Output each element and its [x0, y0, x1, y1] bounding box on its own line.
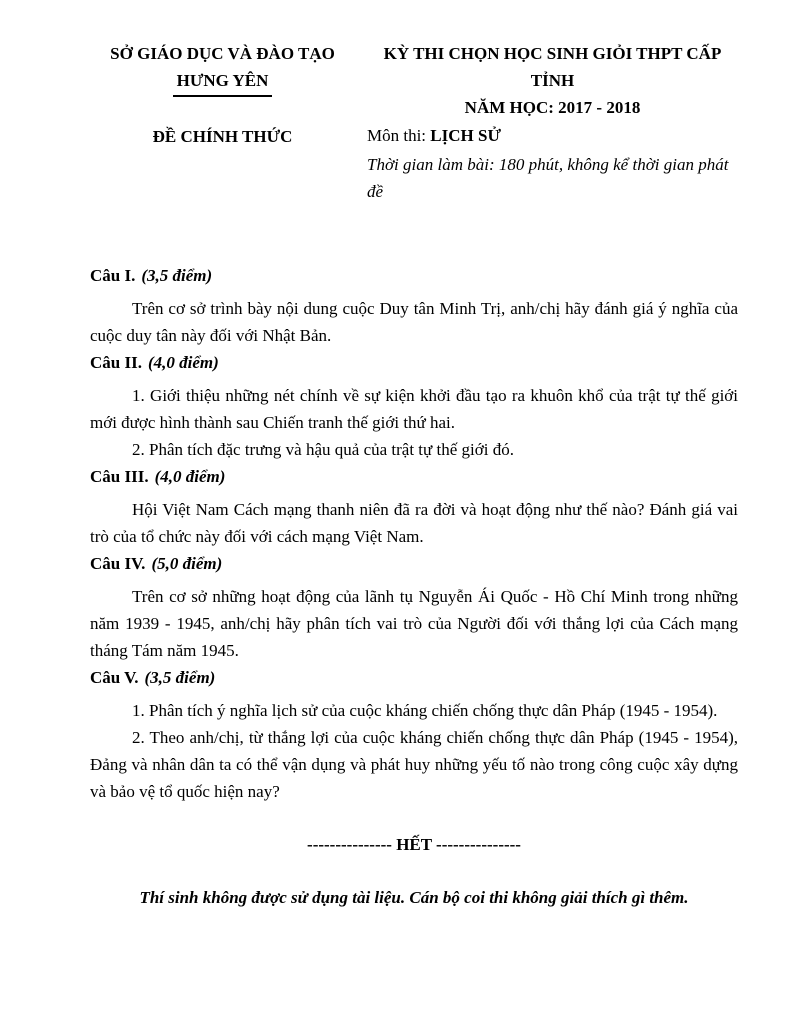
- question-3-paragraph: Hội Việt Nam Cách mạng thanh niên đã ra đời và hoạt động như thế nào? Đánh giá vai trò của tổ chức này đối với cách mạng Việt Nam.: [90, 500, 738, 546]
- subject-line: [367, 122, 738, 149]
- exam-title: KỲ THI CHỌN HỌC SINH GIỎI THPT CẤP TỈNH: [383, 44, 722, 90]
- questions-section: [90, 262, 738, 805]
- end-separator: --------------- HẾT ---------------: [307, 835, 521, 854]
- question-1-paragraph: Trên cơ sở trình bày nội dung cuộc Duy tân Minh Trị, anh/chị hãy đánh giá ý nghĩa của cuộc duy tân này đối với Nhật Bản.: [90, 299, 738, 345]
- question-label: Câu IV.: [90, 554, 146, 573]
- question-4-paragraph: Trên cơ sở những hoạt động của lãnh tụ Nguyễn Ái Quốc - Hồ Chí Minh trong những năm 1939 - 1945, anh/chị hãy phân tích vai trò của Người đối với thắng lợi của Cách mạng tháng Tám năm 1945.: [90, 587, 738, 660]
- issuer-province: HƯNG YÊN: [173, 67, 273, 97]
- proctor-note: Thí sinh không được sử dụng tài liệu. Cán bộ coi thi không giải thích gì thêm.: [139, 888, 689, 907]
- issuer-province-line: [90, 67, 355, 97]
- question-points: (3,5 điểm): [144, 668, 216, 687]
- question-points: (5,0 điểm): [151, 554, 223, 573]
- school-year: NĂM HỌC: 2017 - 2018: [464, 98, 641, 117]
- question-label: Câu II.: [90, 353, 142, 372]
- question-2-paragraph: 2. Phân tích đặc trưng và hậu quả của trật tự thế giới đó.: [132, 440, 514, 459]
- question-5-paragraph: 2. Theo anh/chị, từ thắng lợi của cuộc kháng chiến chống thực dân Pháp (1945 - 1954), Đảng và nhân dân ta có thể vận dụng và phát huy những yếu tố nào trong công cuộc xây dựng và bảo vệ tổ quốc hiện nay?: [90, 728, 738, 801]
- document-header: [90, 40, 738, 205]
- question-label: Câu I.: [90, 266, 136, 285]
- question-2-paragraph: 1. Giới thiệu những nét chính về sự kiện khởi đầu tạo ra khuôn khổ của trật tự thế giới mới được hình thành sau Chiến tranh thế giới thứ hai.: [90, 386, 738, 432]
- question-4-heading: [90, 550, 738, 577]
- question-3-heading: [90, 463, 738, 490]
- question-1-heading: [90, 262, 738, 289]
- issuer-block: [90, 40, 355, 150]
- subject-value: LỊCH SỬ: [430, 126, 501, 145]
- exam-info-block: [367, 40, 738, 205]
- question-points: (4,0 điểm): [147, 353, 219, 372]
- issuer-department: SỞ GIÁO DỤC VÀ ĐÀO TẠO: [110, 44, 335, 63]
- question-5-paragraph: 1. Phân tích ý nghĩa lịch sử của cuộc kháng chiến chống thực dân Pháp (1945 - 1954).: [132, 701, 718, 720]
- duration-line: Thời gian làm bài: 180 phút, không kể thời gian phát đề: [367, 155, 729, 201]
- subject-label: Môn thi:: [367, 126, 427, 145]
- question-points: (3,5 điểm): [141, 266, 213, 285]
- question-label: Câu V.: [90, 668, 139, 687]
- paper-type-label: ĐỀ CHÍNH THỨC: [152, 127, 293, 146]
- question-5-heading: [90, 664, 738, 691]
- question-2-heading: [90, 349, 738, 376]
- question-label: Câu III.: [90, 467, 149, 486]
- question-points: (4,0 điểm): [154, 467, 226, 486]
